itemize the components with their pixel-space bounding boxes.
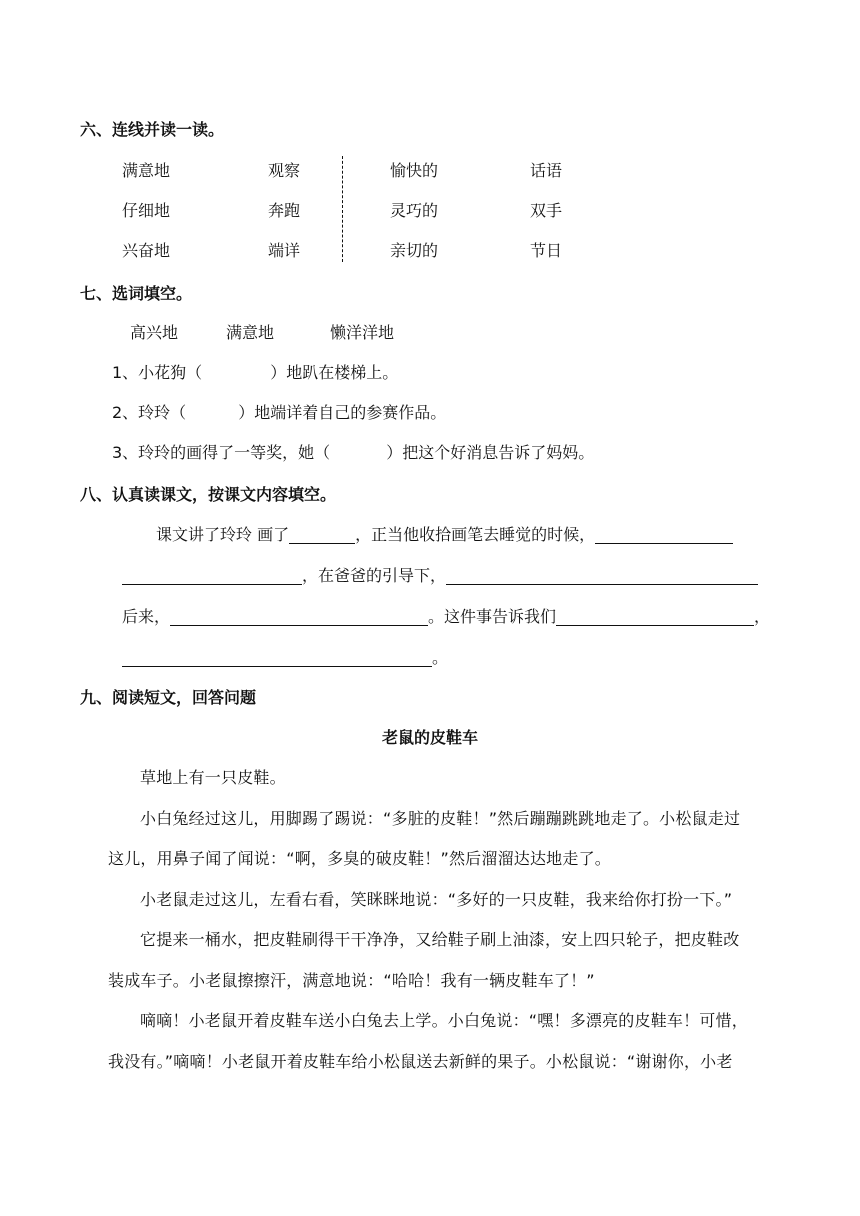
answer-blank[interactable] <box>170 607 428 626</box>
dashed-divider <box>342 156 343 262</box>
passage-line: 它提来一桶水，把皮鞋刷得干干净净，又给鞋子刷上油漆，安上四只轮子，把皮鞋改 <box>140 930 740 949</box>
fill-line-3 <box>122 607 770 627</box>
text: 。 <box>432 648 449 667</box>
passage-line: 嘀嘀！小老鼠开着皮鞋车送小白兔去上学。小白兔说：“嘿！多漂亮的皮鞋车！可惜， <box>140 1011 748 1030</box>
answer-blank[interactable] <box>556 607 754 626</box>
match-word: 亲切的 <box>390 241 439 260</box>
match-word: 话语 <box>530 161 563 180</box>
match-word: 观察 <box>268 161 301 180</box>
section-7-heading: 七、选词填空。 <box>80 284 193 303</box>
question-text: 2、玲玲（ <box>112 403 187 422</box>
section-8-heading: 八、认真读课文，按课文内容填空。 <box>80 485 337 504</box>
text: ， <box>754 607 771 626</box>
text: 。这件事告诉我们 <box>428 607 557 626</box>
text: 后来， <box>122 607 171 626</box>
passage-line: 我没有。”嘀嘀！小老鼠开着皮鞋车给小松鼠送去新鲜的果子。小松鼠说：“谢谢你，小老 <box>108 1052 733 1071</box>
question-text: 1、小花狗（ <box>112 363 203 382</box>
option-word: 满意地 <box>226 323 275 342</box>
passage-line: 草地上有一只皮鞋。 <box>140 768 286 787</box>
option-word: 高兴地 <box>130 323 179 342</box>
question-text: ）地趴在楼梯上。 <box>270 363 399 382</box>
passage-title: 老鼠的皮鞋车 <box>381 728 478 747</box>
question-text: 3、玲玲的画得了一等奖，她（ <box>112 443 331 462</box>
match-word: 仔细地 <box>122 201 171 220</box>
match-word: 双手 <box>530 201 563 220</box>
answer-blank[interactable] <box>289 525 355 544</box>
passage-line: 这儿，用鼻子闻了闻说：“啊，多臭的破皮鞋！”然后溜溜达达地走了。 <box>108 849 611 868</box>
passage-line: 小白兔经过这儿，用脚踢了踢说：“多脏的皮鞋！”然后蹦蹦跳跳地走了。小松鼠走过 <box>140 809 741 828</box>
match-word: 兴奋地 <box>122 241 171 260</box>
answer-blank[interactable] <box>122 566 302 585</box>
passage-line: 小老鼠走过这儿，左看右看，笑眯眯地说：“多好的一只皮鞋，我来给你打扮一下。” <box>140 890 733 909</box>
text: ，正当他收拾画笔去睡觉的时候， <box>355 525 596 544</box>
match-word: 灵巧的 <box>390 201 439 220</box>
passage-line: 装成车子。小老鼠擦擦汗，满意地说：“哈哈！我有一辆皮鞋车了！” <box>108 971 595 990</box>
question-text: ）把这个好消息告诉了妈妈。 <box>386 443 595 462</box>
match-word: 满意地 <box>122 161 171 180</box>
answer-blank[interactable] <box>446 566 758 585</box>
fill-question-1 <box>112 363 398 383</box>
fill-line-2 <box>122 566 758 586</box>
match-word: 端详 <box>268 241 301 260</box>
fill-line-1 <box>156 525 733 545</box>
fill-question-3 <box>112 443 594 463</box>
fill-line-4 <box>122 648 448 668</box>
section-9-heading: 九、阅读短文，回答问题 <box>80 688 257 707</box>
text: 课文讲了玲玲 画了 <box>156 525 290 544</box>
match-word: 愉快的 <box>390 161 439 180</box>
match-word: 奔跑 <box>268 201 301 220</box>
match-word: 节日 <box>530 241 563 260</box>
answer-blank[interactable] <box>122 648 432 667</box>
question-text: ）地端详着自己的参赛作品。 <box>238 403 447 422</box>
text: ，在爸爸的引导下， <box>302 566 447 585</box>
answer-blank[interactable] <box>595 525 733 544</box>
section-6-heading: 六、连线并读一读。 <box>80 120 225 139</box>
fill-question-2 <box>112 403 446 423</box>
option-word: 懒洋洋地 <box>330 323 395 342</box>
